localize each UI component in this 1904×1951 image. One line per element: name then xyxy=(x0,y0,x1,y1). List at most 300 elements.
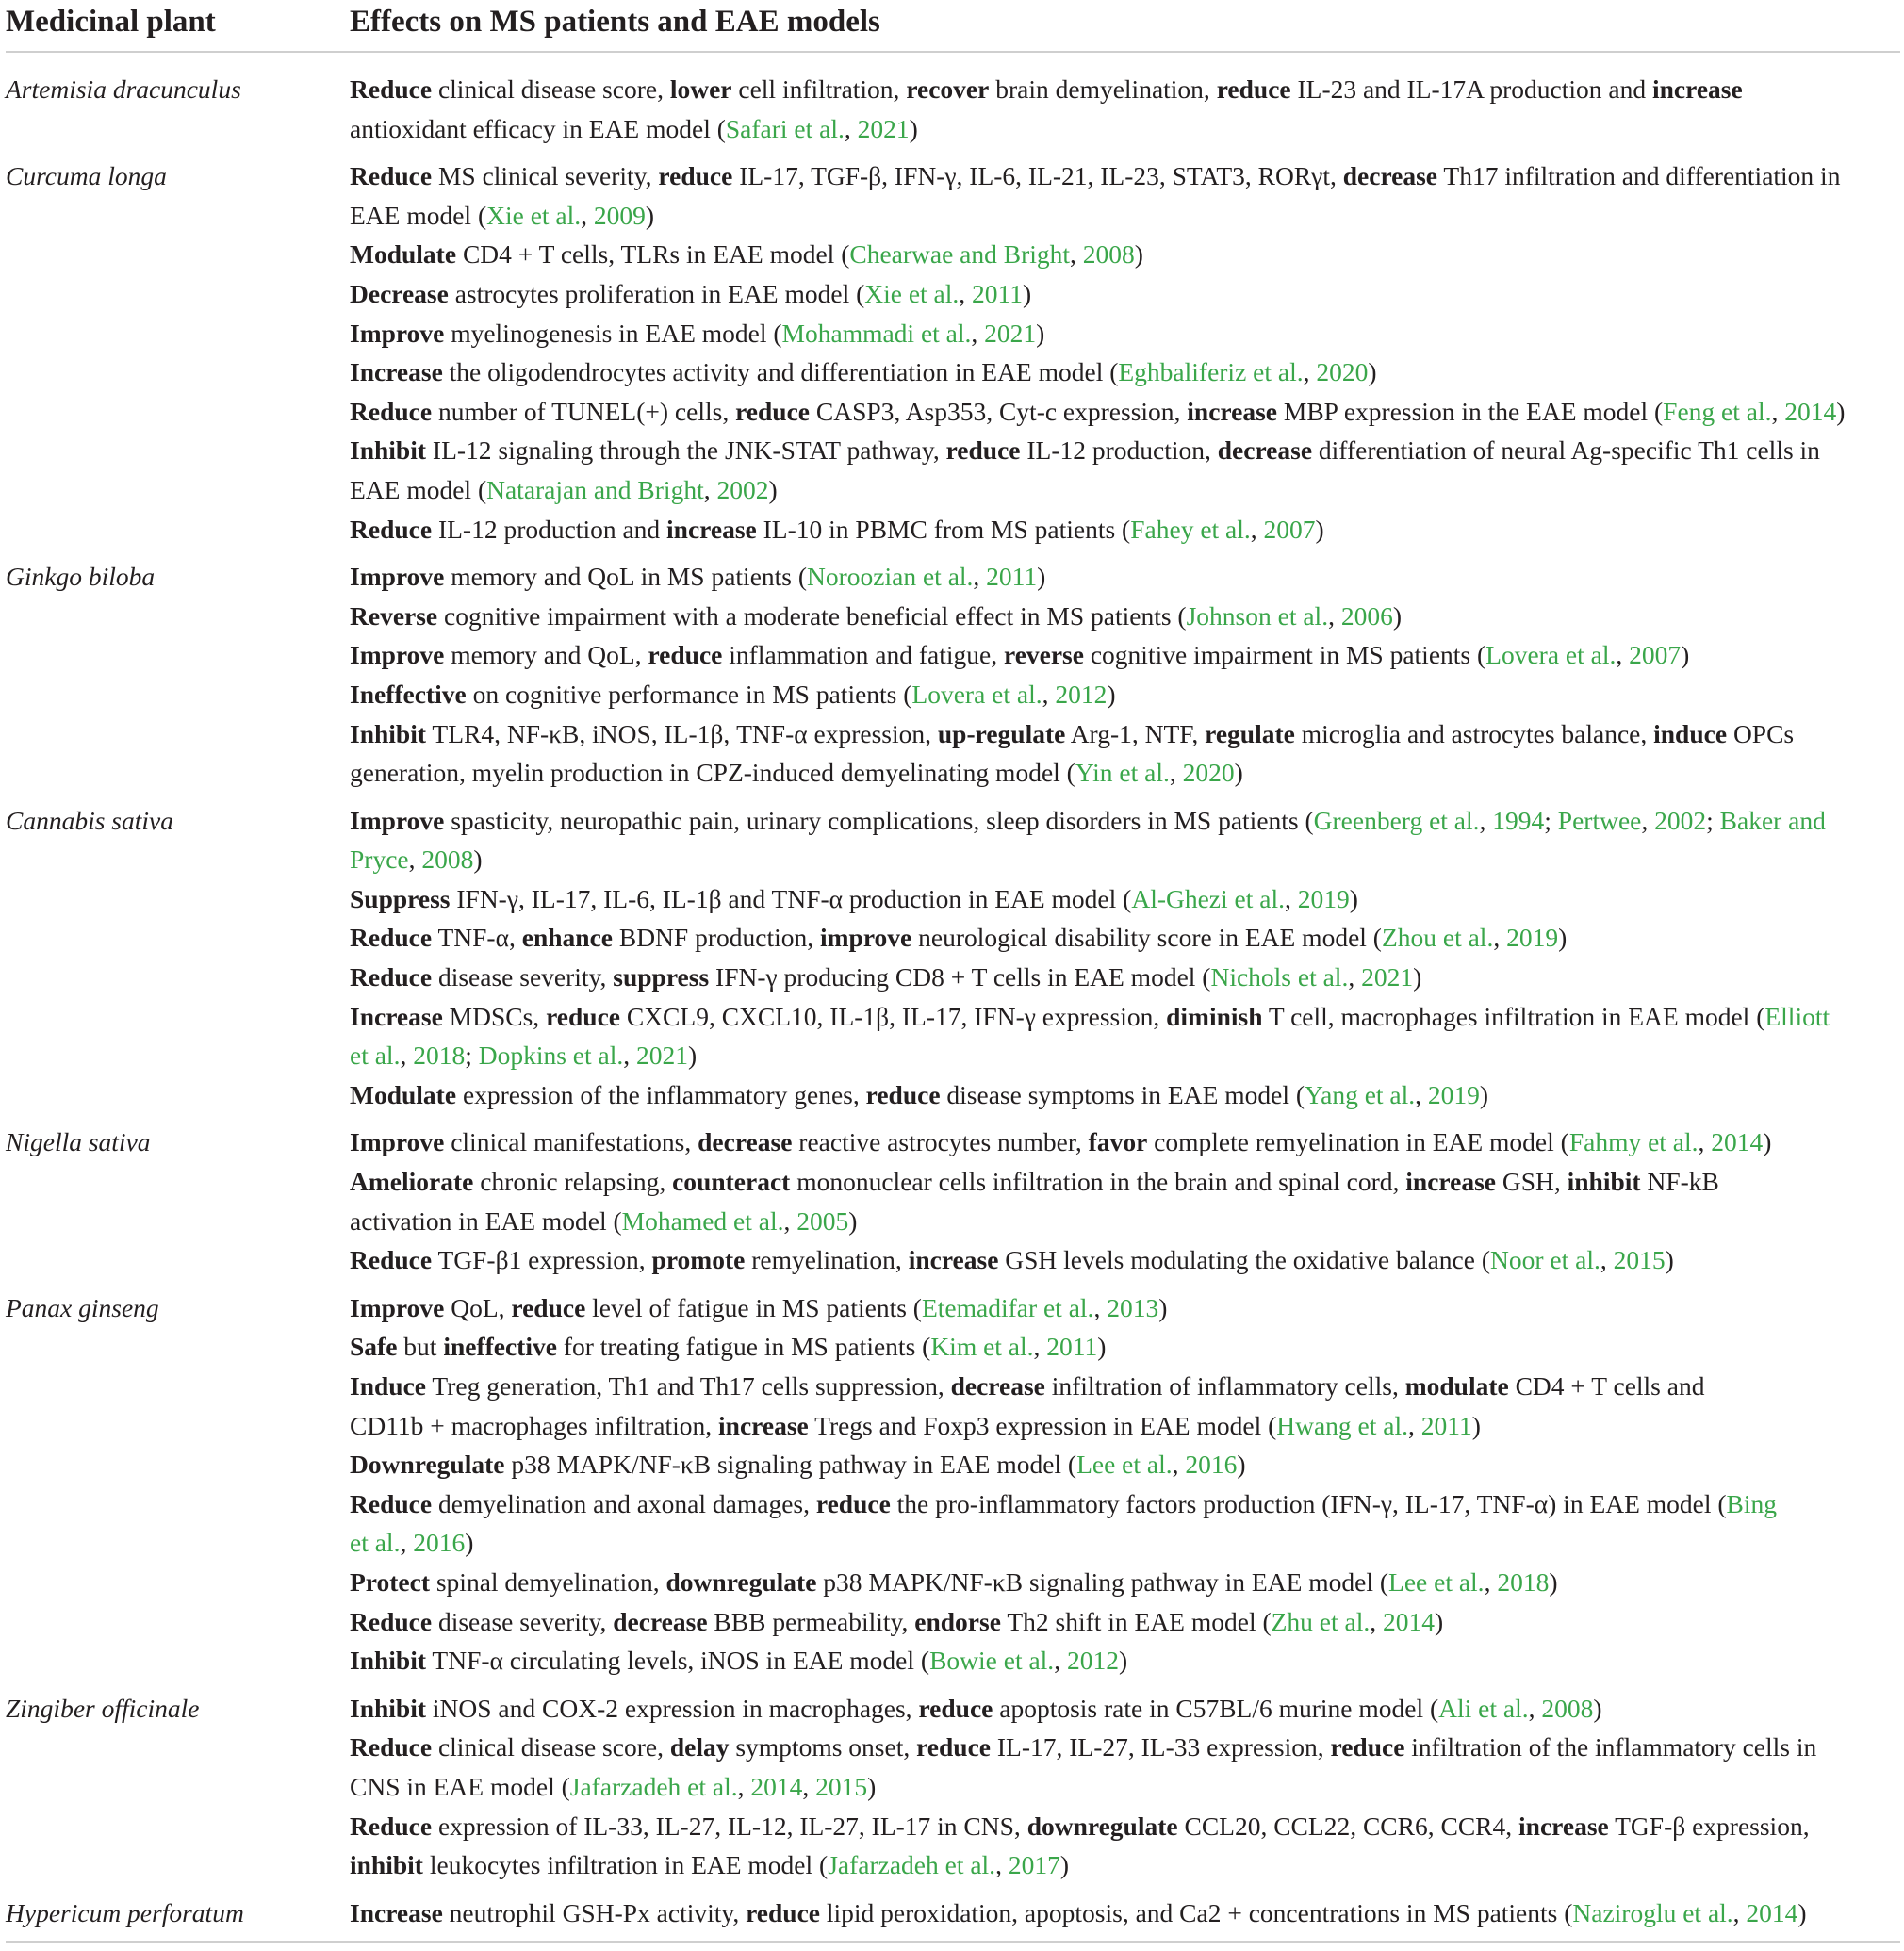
plant-name: Artemisia dracunculus xyxy=(6,74,241,104)
effect-verb: reduce xyxy=(945,435,1021,466)
effect-verb: Inhibit xyxy=(350,718,427,748)
effect-text: , xyxy=(1328,600,1341,631)
effect-text: ) xyxy=(1797,1897,1807,1927)
effect-text: ) xyxy=(645,200,655,230)
effect-verb: increase xyxy=(718,1410,809,1440)
effect-text: CCL20, CCL22, CCR6, CCR4, xyxy=(1177,1811,1519,1841)
table-row xyxy=(6,1288,1900,1680)
effect-text: infiltration of the inflammatory cells in xyxy=(1404,1732,1817,1762)
effect-line xyxy=(350,597,1900,636)
citation-link[interactable]: Xie et al. xyxy=(864,278,960,308)
citation-link[interactable]: 2016 xyxy=(413,1528,466,1558)
citation-link[interactable]: 2019 xyxy=(1427,1079,1480,1109)
citation-link[interactable]: 2007 xyxy=(1263,514,1316,544)
citation-link[interactable]: 2011 xyxy=(972,278,1024,308)
citation-link[interactable]: 2019 xyxy=(1506,923,1559,953)
effect-text: ; xyxy=(1544,805,1558,835)
citation-link[interactable]: 2012 xyxy=(1066,1646,1119,1676)
effect-text: clinical disease score, xyxy=(432,1732,670,1762)
citation-link[interactable]: 2015 xyxy=(1613,1245,1666,1275)
effect-text: on cognitive performance in MS patients ( xyxy=(466,679,912,709)
effect-text: IFN-γ, IL-17, IL-6, IL-1β and TNF-α production in EAE model ( xyxy=(450,883,1132,913)
effect-line xyxy=(350,997,1900,1037)
effect-text: the oligodendrocytes activity and differentiation in EAE model ( xyxy=(442,357,1119,387)
effect-line xyxy=(350,1123,1900,1162)
effect-text: for treating fatigue in MS patients ( xyxy=(556,1332,931,1362)
effect-verb: reverse xyxy=(1003,640,1084,670)
effect-text: ) xyxy=(1471,1410,1481,1440)
effect-text: cognitive impairment in MS patients ( xyxy=(1083,640,1486,670)
effect-verb: decrease xyxy=(1342,161,1438,191)
effect-verb: recover xyxy=(906,74,990,104)
effect-text: differentiation of neural Ag-specific Th1 cells in xyxy=(1312,435,1820,466)
effect-text: neutrophil GSH-Px activity, xyxy=(442,1897,747,1927)
effect-text: ) xyxy=(1479,1079,1489,1109)
effect-line xyxy=(350,1523,1900,1563)
effect-text: , xyxy=(1698,1127,1712,1157)
citation-link[interactable]: 2008 xyxy=(1541,1693,1594,1723)
citation-link[interactable]: 2018 xyxy=(413,1041,466,1071)
citation-link[interactable]: Eghbaliferiz et al. xyxy=(1118,357,1304,387)
effects-cell xyxy=(350,70,1900,148)
effect-verb: Reduce xyxy=(350,1732,433,1762)
effect-text: lipid peroxidation, apoptosis, and Ca2 + concentrations in MS patients ( xyxy=(820,1897,1573,1927)
effect-text: NF-kB xyxy=(1640,1167,1719,1197)
effect-text: Arg-1, NTF, xyxy=(1065,718,1206,748)
effect-verb: Suppress xyxy=(350,883,451,913)
citation-link[interactable]: Johnson et al. xyxy=(1186,600,1329,631)
effects-cell xyxy=(350,1288,1900,1680)
citation-link[interactable]: Mohammadi et al. xyxy=(781,318,972,348)
citation-link[interactable]: Greenberg et al. xyxy=(1313,805,1480,835)
citation-link[interactable]: 2013 xyxy=(1107,1292,1159,1322)
citation-link[interactable]: Chearwae and Bright xyxy=(849,239,1071,270)
citation-link[interactable]: 2006 xyxy=(1340,600,1393,631)
effect-line xyxy=(350,196,1900,236)
effect-text: , xyxy=(400,1041,414,1071)
effect-text: cell infiltration, xyxy=(731,74,907,104)
citation-link[interactable]: 2014 xyxy=(1383,1606,1435,1636)
effect-text: inflammation and fatigue, xyxy=(722,640,1004,670)
effect-verb: increase xyxy=(1518,1811,1609,1841)
citation-link[interactable]: Lovera et al. xyxy=(911,679,1042,709)
header-effects: Effects on MS patients and EAE models xyxy=(350,5,880,39)
effect-text: , xyxy=(1070,239,1083,270)
citation-link[interactable]: Jafarzadeh et al. xyxy=(828,1850,996,1880)
effect-verb: decrease xyxy=(613,1606,708,1636)
effect-text: ) xyxy=(1593,1693,1602,1723)
header-medicinal-plant: Medicinal plant xyxy=(6,5,216,39)
effect-text: ; xyxy=(1706,805,1720,835)
citation-link[interactable]: Natarajan and Bright xyxy=(486,474,704,504)
effect-text: ) xyxy=(848,1205,858,1236)
citation-link[interactable]: Ali et al. xyxy=(1438,1693,1529,1723)
citation-link[interactable]: Al-Ghezi et al. xyxy=(1131,883,1285,913)
effect-line xyxy=(350,1327,1900,1367)
effect-text: apoptosis rate in C57BL/6 murine model ( xyxy=(993,1693,1439,1723)
effect-verb: regulate xyxy=(1205,718,1295,748)
effects-cell xyxy=(350,1894,1900,1933)
table-body xyxy=(6,53,1900,1932)
effect-text: MS clinical severity, xyxy=(432,161,659,191)
citation-link[interactable]: Etemadifar et al. xyxy=(921,1292,1094,1322)
effect-verb: Ineffective xyxy=(350,679,467,709)
effect-verb: lower xyxy=(669,74,732,104)
effect-text: TGF-β1 expression, xyxy=(432,1245,652,1275)
effect-text: TNF-α circulating levels, iNOS in EAE model ( xyxy=(426,1646,930,1676)
effect-text: GSH levels modulating the oxidative balance ( xyxy=(998,1245,1491,1275)
effect-verb: Modulate xyxy=(350,239,457,270)
effect-text: cognitive impairment with a moderate beneficial effect in MS patients ( xyxy=(437,600,1187,631)
effect-verb: Reduce xyxy=(350,514,433,544)
citation-link[interactable]: 2002 xyxy=(716,474,769,504)
effect-verb: Reduce xyxy=(350,1245,433,1275)
citation-link[interactable]: 2007 xyxy=(1629,640,1682,670)
effect-verb: Downregulate xyxy=(350,1450,505,1480)
effect-verb: Improve xyxy=(350,562,445,592)
effect-text: IL-12 signaling through the JNK-STAT pathway, xyxy=(426,435,946,466)
effect-verb: increase xyxy=(908,1245,999,1275)
citation-link[interactable]: Mohamed et al. xyxy=(621,1205,784,1236)
effect-text: ) xyxy=(688,1041,698,1071)
effect-verb: reduce xyxy=(746,1897,821,1927)
effects-cell xyxy=(350,801,1900,1115)
effect-verb: delay xyxy=(669,1732,730,1762)
effect-text: , xyxy=(1600,1245,1614,1275)
effect-verb: reduce xyxy=(648,640,723,670)
citation-link[interactable]: Lovera et al. xyxy=(1485,640,1617,670)
effect-text: reactive astrocytes number, xyxy=(792,1127,1089,1157)
citation-link[interactable]: 2020 xyxy=(1316,357,1369,387)
effect-line xyxy=(350,1728,1900,1767)
citation-link[interactable]: Naziroglu et al. xyxy=(1572,1897,1733,1927)
effect-text: Tregs and Foxp3 expression in EAE model ( xyxy=(808,1410,1277,1440)
effect-line xyxy=(350,156,1900,196)
effect-verb: reduce xyxy=(1330,1732,1405,1762)
effect-line xyxy=(350,1367,1900,1406)
effect-text: memory and QoL, xyxy=(444,640,648,670)
citation-link[interactable]: 2014 xyxy=(1746,1897,1798,1927)
effect-line xyxy=(350,1202,1900,1241)
citation-link[interactable]: 2008 xyxy=(421,844,474,875)
plant-name: Hypericum perforatum xyxy=(6,1897,244,1927)
effects-cell xyxy=(350,156,1900,549)
effect-verb: up-regulate xyxy=(937,718,1066,748)
effect-line xyxy=(350,958,1900,997)
effect-text: MDSCs, xyxy=(442,1001,547,1031)
citation-link[interactable]: Kim et al. xyxy=(930,1332,1034,1362)
effect-line xyxy=(350,314,1900,353)
effect-line xyxy=(350,109,1900,149)
effect-line xyxy=(350,510,1900,549)
effect-verb: induce xyxy=(1653,718,1728,748)
effect-text: ) xyxy=(1036,318,1045,348)
effect-text: EAE model ( xyxy=(350,474,487,504)
effect-text: TGF-β expression, xyxy=(1608,1811,1810,1841)
effect-verb: reduce xyxy=(918,1693,993,1723)
effect-line xyxy=(350,1162,1900,1202)
citation-link[interactable]: 2002 xyxy=(1654,805,1707,835)
citation-link[interactable]: Yang et al. xyxy=(1305,1079,1416,1109)
effects-cell xyxy=(350,557,1900,793)
effect-line xyxy=(350,1689,1900,1729)
citation-link[interactable]: Dopkins et al. xyxy=(478,1041,624,1071)
effect-text: , xyxy=(1093,1292,1108,1322)
effect-text: GSH, xyxy=(1495,1167,1568,1197)
effect-text: CD4 + T cells and xyxy=(1508,1371,1705,1401)
effect-text: ) xyxy=(1435,1606,1444,1636)
citation-link[interactable]: 2021 xyxy=(636,1041,688,1071)
effect-text: IL-12 production, xyxy=(1020,435,1218,466)
effect-line xyxy=(350,1767,1900,1807)
citation-link[interactable]: Lee et al. xyxy=(1076,1450,1173,1480)
effect-verb: decrease xyxy=(698,1127,793,1157)
effect-verb: Inhibit xyxy=(350,435,427,466)
citation-link[interactable]: Fahey et al. xyxy=(1130,514,1251,544)
effect-verb: increase xyxy=(1652,74,1743,104)
effect-text: ) xyxy=(1023,278,1032,308)
effect-text: brain demyelination, xyxy=(989,74,1217,104)
effect-text: BDNF production, xyxy=(612,923,820,953)
effect-text: , xyxy=(1348,962,1362,992)
citation-link[interactable]: 2015 xyxy=(815,1771,868,1801)
citation-link[interactable]: 2011 xyxy=(1046,1332,1098,1362)
citation-link[interactable]: Bing xyxy=(1726,1488,1778,1518)
effect-text: CD4 + T cells, TLRs in EAE model ( xyxy=(456,239,850,270)
effect-verb: reduce xyxy=(1216,74,1291,104)
citation-link[interactable]: 2014 xyxy=(750,1771,803,1801)
citation-link[interactable]: Safari et al. xyxy=(725,113,845,143)
effect-line xyxy=(350,1894,1900,1933)
effect-text: MBP expression in the EAE model ( xyxy=(1277,396,1664,426)
citation-link[interactable]: Xie et al. xyxy=(486,200,582,230)
citation-link[interactable]: 2020 xyxy=(1182,758,1235,788)
effect-verb: Improve xyxy=(350,805,445,835)
citation-link[interactable]: Elliott xyxy=(1764,1001,1830,1031)
effect-line xyxy=(350,1563,1900,1602)
citation-link[interactable]: 2008 xyxy=(1082,239,1135,270)
effect-verb: endorse xyxy=(914,1606,1001,1636)
effect-verb: reduce xyxy=(511,1292,586,1322)
effect-verb: Reduce xyxy=(350,74,433,104)
effect-line xyxy=(350,352,1900,392)
citation-link[interactable]: 2012 xyxy=(1055,679,1108,709)
citation-link[interactable]: Zhu et al. xyxy=(1271,1606,1371,1636)
effect-line xyxy=(350,392,1900,432)
effect-text: the pro-inflammatory factors production (IFN-γ, IL-17, TNF-α) in EAE model ( xyxy=(890,1488,1727,1518)
citation-link[interactable]: Noor et al. xyxy=(1490,1245,1600,1275)
effect-verb: counteract xyxy=(672,1167,791,1197)
effect-line xyxy=(350,840,1900,879)
effect-verb: reduce xyxy=(546,1001,620,1031)
effect-text: leukocytes infiltration in EAE model ( xyxy=(422,1850,829,1880)
citation-link[interactable]: Yin et al. xyxy=(1075,758,1170,788)
citation-link[interactable]: 2009 xyxy=(593,200,646,230)
effect-text: ) xyxy=(1549,1566,1558,1597)
citation-link[interactable]: et al. xyxy=(350,1041,401,1071)
effect-text: ) xyxy=(1118,1646,1128,1676)
table-row xyxy=(6,156,1900,549)
effect-verb: Induce xyxy=(350,1371,426,1401)
table-row xyxy=(6,70,1900,148)
effect-text: symptoms onset, xyxy=(729,1732,917,1762)
effect-line xyxy=(350,1845,1900,1885)
citation-link[interactable]: 2016 xyxy=(1185,1450,1238,1480)
citation-link[interactable]: Noroozian et al. xyxy=(807,562,974,592)
effect-verb: ineffective xyxy=(443,1332,557,1362)
plant-name: Cannabis sativa xyxy=(6,805,173,835)
effects-cell xyxy=(350,1123,1900,1279)
effect-text: IL-17, TGF-β, IFN-γ, IL-6, IL-21, IL-23, STAT3, RORγt, xyxy=(732,161,1343,191)
effect-text: , xyxy=(783,1205,797,1236)
effect-verb: improve xyxy=(819,923,912,953)
plant-name: Zingiber officinale xyxy=(6,1693,200,1723)
citation-link[interactable]: et al. xyxy=(350,1528,401,1558)
effect-line xyxy=(350,1406,1900,1446)
effects-cell xyxy=(350,1689,1900,1885)
citation-link[interactable]: 2018 xyxy=(1497,1566,1550,1597)
citation-link[interactable]: Fahmy et al. xyxy=(1568,1127,1699,1157)
table-row xyxy=(6,1123,1900,1279)
effect-verb: Modulate xyxy=(350,1079,457,1109)
citation-link[interactable]: 2011 xyxy=(986,562,1038,592)
effect-verb: Reduce xyxy=(350,396,433,426)
effect-text: clinical manifestations, xyxy=(444,1127,698,1157)
table-row xyxy=(6,557,1900,793)
effect-text: activation in EAE model ( xyxy=(350,1205,622,1236)
effect-verb: Safe xyxy=(350,1332,398,1362)
effect-text: disease symptoms in EAE model ( xyxy=(940,1079,1305,1109)
citation-link[interactable]: Nichols et al. xyxy=(1210,962,1349,992)
effect-text: , xyxy=(1528,1693,1542,1723)
citation-link[interactable]: Hwang et al. xyxy=(1276,1410,1408,1440)
effects-table xyxy=(6,0,1900,1943)
citation-link[interactable]: 2011 xyxy=(1420,1410,1472,1440)
effect-line xyxy=(350,801,1900,841)
citation-link[interactable]: 2014 xyxy=(1784,396,1837,426)
effect-text: ) xyxy=(1368,357,1377,387)
effect-verb: reduce xyxy=(916,1732,992,1762)
citation-link[interactable]: 2019 xyxy=(1297,883,1350,913)
effect-text: , xyxy=(1284,883,1298,913)
effect-verb: increase xyxy=(1405,1167,1496,1197)
effect-text: p38 MAPK/NF-κB signaling pathway in EAE model ( xyxy=(816,1566,1389,1597)
citation-link[interactable]: Lee et al. xyxy=(1388,1566,1485,1597)
citation-link[interactable]: Baker and xyxy=(1719,805,1826,835)
effect-verb: Decrease xyxy=(350,278,449,308)
effect-text: expression of IL-33, IL-27, IL-12, IL-27, IL-17 in CNS, xyxy=(432,1811,1027,1841)
effect-text: ) xyxy=(1134,239,1143,270)
effect-line xyxy=(350,879,1900,919)
effect-text: ) xyxy=(1059,1850,1069,1880)
effect-line xyxy=(350,1036,1900,1075)
effect-line xyxy=(350,235,1900,274)
effect-text: , xyxy=(703,474,717,504)
citation-link[interactable]: 2021 xyxy=(1361,962,1414,992)
effect-text: , xyxy=(1169,758,1183,788)
effect-verb: Reduce xyxy=(350,1811,433,1841)
effect-text: , xyxy=(1771,396,1785,426)
effect-text: , xyxy=(408,844,422,875)
effect-line xyxy=(350,274,1900,314)
effect-text: BBB permeability, xyxy=(707,1606,915,1636)
effect-text: Treg generation, Th1 and Th17 cells suppression, xyxy=(426,1371,951,1401)
effect-text: CNS in EAE model ( xyxy=(350,1771,570,1801)
effect-text: ) xyxy=(1237,1450,1246,1480)
effect-text: CASP3, Asp353, Cyt-c expression, xyxy=(810,396,1188,426)
effect-text: EAE model ( xyxy=(350,200,487,230)
citation-link[interactable]: Bowie et al. xyxy=(929,1646,1055,1676)
effect-text: Th17 infiltration and differentiation in xyxy=(1437,161,1841,191)
citation-link[interactable]: 2014 xyxy=(1711,1127,1764,1157)
effect-text: , xyxy=(400,1528,414,1558)
effect-verb: Improve xyxy=(350,640,445,670)
effect-text: disease severity, xyxy=(432,1606,614,1636)
effect-text: OPCs xyxy=(1727,718,1795,748)
citation-link[interactable]: 2017 xyxy=(1008,1850,1060,1880)
effect-text: mononuclear cells infiltration in the brain and spinal cord, xyxy=(790,1167,1406,1197)
effect-line xyxy=(350,635,1900,675)
effect-text: , xyxy=(1484,1566,1498,1597)
effect-text: Th2 shift in EAE model ( xyxy=(1000,1606,1272,1636)
effect-text: , xyxy=(844,113,858,143)
table-header xyxy=(6,0,1900,53)
effect-line xyxy=(350,431,1900,470)
effect-verb: Inhibit xyxy=(350,1646,427,1676)
citation-link[interactable]: 2005 xyxy=(796,1205,849,1236)
effect-text: , xyxy=(971,318,985,348)
effect-text: , xyxy=(1641,805,1655,835)
effect-verb: Protect xyxy=(350,1566,430,1597)
effect-text: ) xyxy=(1836,396,1846,426)
effect-text: remyelination, xyxy=(745,1245,909,1275)
citation-link[interactable]: 2021 xyxy=(984,318,1037,348)
effect-line xyxy=(350,557,1900,597)
effect-verb: Improve xyxy=(350,1127,445,1157)
effect-text: spinal demyelination, xyxy=(429,1566,666,1597)
citation-link[interactable]: Feng et al. xyxy=(1663,396,1772,426)
citation-link[interactable]: Pryce xyxy=(350,844,409,875)
effect-text: clinical disease score, xyxy=(432,74,670,104)
effect-line xyxy=(350,753,1900,793)
citation-link[interactable]: 2021 xyxy=(857,113,910,143)
effect-line xyxy=(350,470,1900,510)
citation-link[interactable]: Pertwee xyxy=(1557,805,1642,835)
effect-verb: Ameliorate xyxy=(350,1167,474,1197)
citation-link[interactable]: Zhou et al. xyxy=(1381,923,1494,953)
citation-link[interactable]: 1994 xyxy=(1492,805,1545,835)
citation-link[interactable]: Jafarzadeh et al. xyxy=(569,1771,738,1801)
effect-text: memory and QoL in MS patients ( xyxy=(444,562,808,592)
effect-verb: Improve xyxy=(350,318,445,348)
effect-verb: increase xyxy=(1187,396,1278,426)
plant-name: Curcuma longa xyxy=(6,161,167,191)
effect-verb: downregulate xyxy=(1026,1811,1178,1841)
effect-text: ) xyxy=(465,1528,474,1558)
effect-text: ) xyxy=(1158,1292,1168,1322)
effect-text: , xyxy=(959,278,973,308)
effect-text: demyelination and axonal damages, xyxy=(432,1488,816,1518)
effect-verb: Inhibit xyxy=(350,1693,427,1723)
effect-text: IFN-γ producing CD8 + T cells in EAE model ( xyxy=(709,962,1211,992)
effect-line xyxy=(350,714,1900,754)
effect-text: , xyxy=(1172,1450,1186,1480)
effect-line xyxy=(350,1075,1900,1115)
effect-verb: diminish xyxy=(1166,1001,1263,1031)
table-row xyxy=(6,801,1900,1115)
effect-text: spasticity, neuropathic pain, urinary complications, sleep disorders in MS patients ( xyxy=(444,805,1314,835)
effect-text: , xyxy=(1370,1606,1383,1636)
